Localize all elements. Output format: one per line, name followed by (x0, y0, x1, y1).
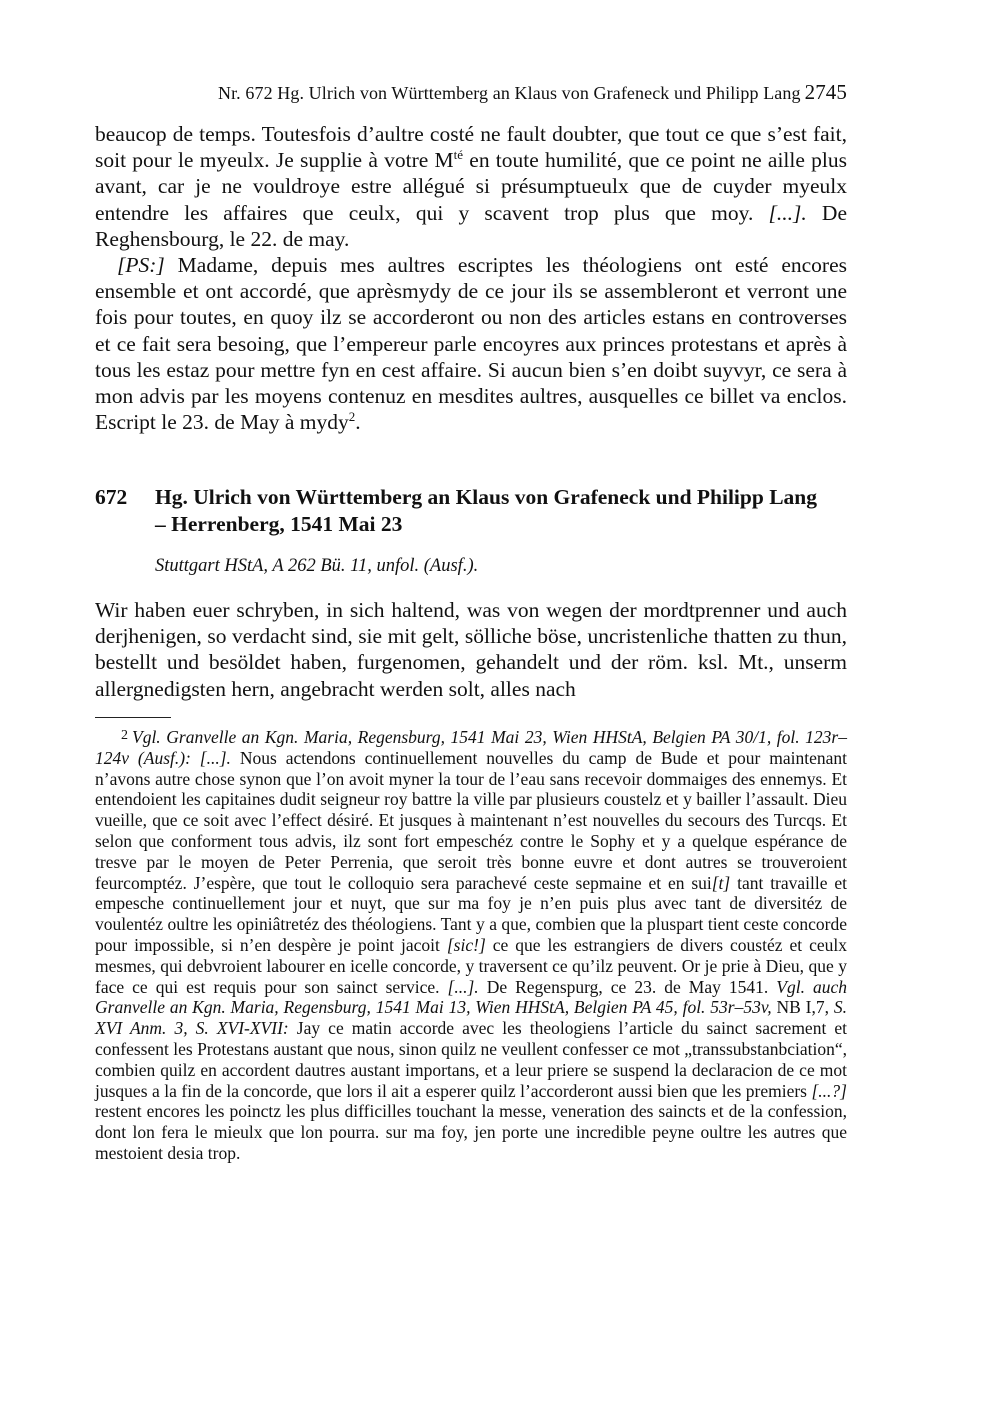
footnote-reference: 2 (348, 409, 356, 425)
postscript-label: [PS:] (117, 253, 165, 278)
page (95, 0, 847, 1418)
continuation-text (95, 121, 847, 435)
text-run: De Regenspurg, ce 23. de May 1541. (478, 976, 777, 997)
footnote-citation: Vgl. auch Granvelle an Kgn. Maria, Regensburg, 1541 Mai 13, Wien HHStA, Belgien PA 45, fol. 53r–53v, (95, 976, 847, 1018)
running-head-title: Nr. 672 Hg. Ulrich von Württemberg an Klaus von Grafeneck und Philipp Lang (217, 83, 801, 103)
document-heading (95, 484, 847, 538)
editorial-mark: [...]. (447, 976, 479, 997)
footnote-citation: S. XVI Anm. 3, S. XVI-XVII: (95, 997, 847, 1039)
editorial-mark: [t] (711, 872, 731, 893)
postscript-paragraph (95, 252, 847, 435)
text-run: tant travaille et empesche continuellement jour et nuyt, que sur ma foy je n’en puis plus avec tant de diversitéz de voulentéz oultre les opiniâtretéz des théologiens. Tant y a que, combien que la pluspart tient ceste concorde pour impossible, si n’en despère je point jacoit (95, 872, 848, 955)
editorial-mark: [...?] (811, 1080, 847, 1101)
footnote-divider (95, 717, 171, 718)
text-run: Jay ce matin accorde avec les theologiens l’article du sainct sacrement et confessent les Protestans austant que nous, sinon quilz ne veullent confesser ce mot „transsubstanbciation“, combien quilz en accordent dautres austant importans, et a leur priere se suspend la declaracion de ce mot jusques a la fin de la concorde, que lors il ait a esperer quilz l’accorderont aussi bien que les premiers (95, 1018, 847, 1101)
footnote-mark: 2 (121, 728, 128, 743)
editorial-mark: [sic!] (446, 934, 486, 955)
text-run: De Reghensbourg, le 22. de may. (95, 200, 847, 251)
text-run: Nous actendons continuellement nouvelles du camp de Bude et pour maintenant n’avons autre chose synon que l’on avoit myner la tour de l’eau sans recevoir dommaiges des ennemys. Et entendoient les capitaines dudit seigneur roy battre la ville par plusieurs coustelz et y bailler l’assault. Dieu vueille, que ce soit avec l’effect désiré. Et jusques à maintenant n’est nouvelles du secours des Turcqs. Et selon que conforment tous advis, ilz sont fort empeschéz contre le Sophy et y a quelque espérance de tresve par le moyen de Peter Perrenia, que seroit très bonne euvre et dont autres se trouveroient feurcomptéz. J’espère, que tout le colloquio sera parachevé ceste sepmaine et en sui (95, 747, 848, 893)
document-title-line1: Hg. Ulrich von Württemberg an Klaus von Grafeneck und Philipp Lang (155, 485, 817, 509)
archival-source: Stuttgart HStA, A 262 Bü. 11, unfol. (Ausf.). (155, 556, 479, 576)
document-title-line2: – Herrenberg, 1541 Mai 23 (155, 512, 403, 536)
document-number: 672 (95, 485, 128, 509)
elision-mark: [...]. (768, 200, 807, 225)
text-run: NB I,7, (771, 997, 834, 1018)
text-run: beaucop de temps. Toutesfois d’aultre costé ne fault doubter, que tout ce que s’est fait, soit pour le myeulx. Je supplie à votre M (95, 122, 847, 173)
continuation-paragraph (95, 121, 847, 252)
superscript: té (453, 147, 464, 163)
text-run: Madame, depuis mes aultres escriptes les théologiens ont esté encores ensemble et ont accordé, que aprèsmydy de ce jour ils se assembleront et verront une fois pour toutes, en quoy ilz se accorderont ou non des articles estans en controverses et ce fait sera besoing, que l’empereur parle encoyres aux princes protestans et après à tous les estaz pour mettre fyn en cest affaire. Si aucun bien s’en doibt suyvyr, ce sera à mon advis par les moyens contenuz en mesdites aultres, ausquelles ce billet va enclos. Escript le 23. de May à mydy (95, 253, 847, 435)
document-text (95, 597, 847, 702)
page-number: 2745 (804, 80, 847, 104)
text-run: . (355, 410, 361, 435)
footnote (95, 726, 847, 1164)
footnote-citation: Vgl. Granvelle an Kgn. Maria, Regensburg, 1541 Mai 23, Wien HHStA, Belgien PA 30/1, fol. 123r–124v (Ausf.): [...]. (95, 727, 847, 768)
text-run: restent encores les poinctz les plus difficilles touchant la messe, veneration des saincts et de la confession, dont lon fera le mieulx que lon pourra. sur ma foy, jen porte une incredible peyne oultre les autres que mestoient desia trop. (95, 1101, 847, 1163)
text-run: en toute humilité, que ce point ne aille plus avant, car je ne vouldroye estre allégué si présumptueulx que de cuyder myeulx entendre les affaires que ceulx, qui y scavent trop plus que moy. (95, 148, 847, 225)
footnote-paragraph (95, 726, 847, 1164)
running-head (150, 80, 847, 105)
text-run: ce que les estrangiers de divers coustéz et ceulx mesmes, qui debvroient labourer en icelle concorde, y traversent ce qu’ilz peuvent. Or je prie à Dieu, que y face ce qui est requis pour son sainct service. (95, 934, 847, 997)
document-paragraph: Wir haben euer schryben, in sich haltend, was von wegen der mordtprenner und auch derjhenigen, so verdacht sind, sie mit gelt, sölliche böse, uncristenliche thatten zu thun, bestellt und besöldet haben, furgenomen, gehandelt und der röm. ksl. Mt., unserm allergnedigsten hern, angebracht werden solt, alles nach (95, 598, 847, 701)
